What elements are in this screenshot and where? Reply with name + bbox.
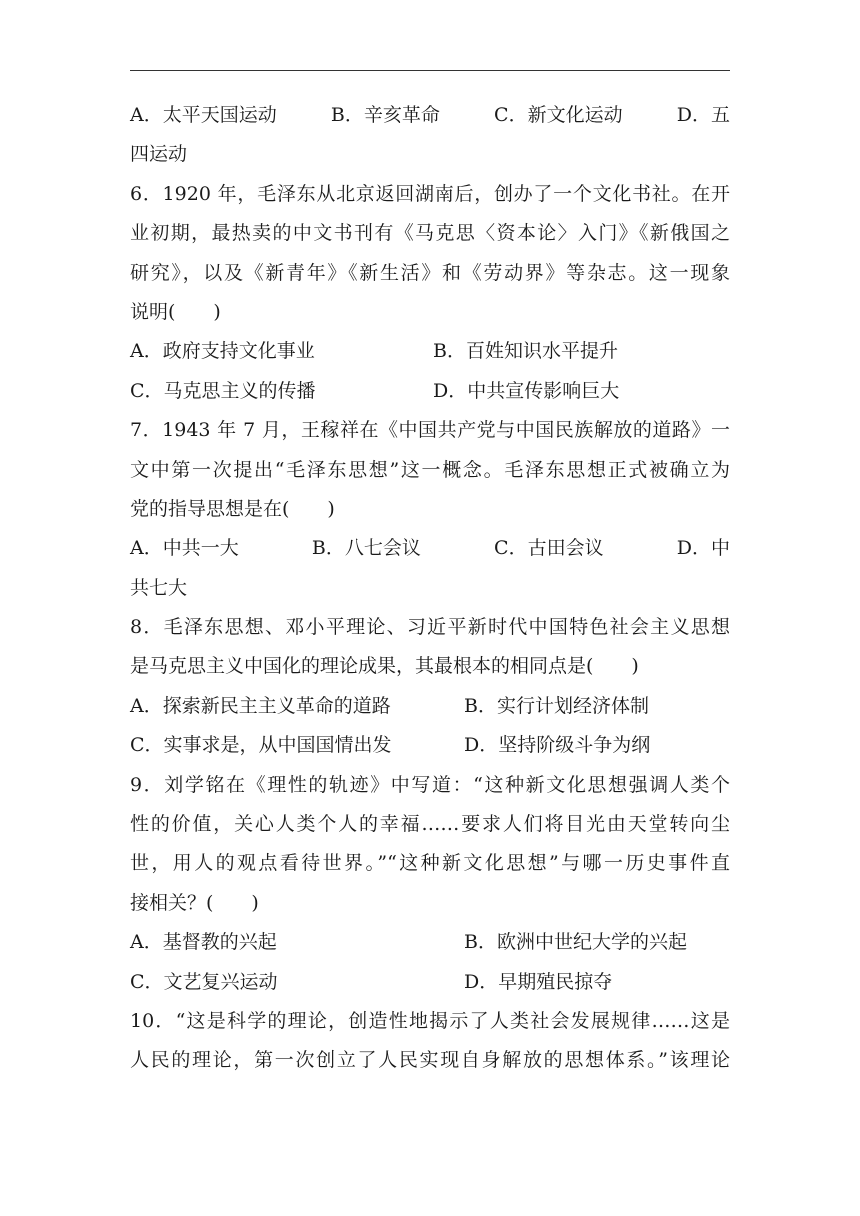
q5-option-a: A．太平天国运动 xyxy=(130,104,277,126)
q8-option-a: A．探索新民主主义革命的道路 xyxy=(130,694,391,717)
q9-option-d: D．早期殖民掠夺 xyxy=(464,970,613,993)
q6-text-line: 研究》，以及《新青年》《新生活》和《劳动界》等杂志。这一现象 xyxy=(130,261,730,284)
q9-text-line: 接相关？( ) xyxy=(130,891,259,914)
q7-text-line: 7．1943 年 7 月，王稼祥在《中国共产党与中国民族解放的道路》一 xyxy=(130,419,730,442)
q8-option-d: D．坚持阶级斗争为纲 xyxy=(464,734,651,757)
q7-text-line: 文中第一次提出“毛泽东思想”这一概念。毛泽东思想正式被确立为 xyxy=(130,458,730,481)
q6-option-d: D．中共宣传影响巨大 xyxy=(433,379,620,402)
q9-text-line: 性的价值，关心人类个人的幸福……要求人们将目光由天堂转向尘 xyxy=(130,813,730,836)
q7-option-d: D．中 xyxy=(676,537,730,560)
q7-options xyxy=(130,529,730,568)
q10-text-line: 10．“这是科学的理论，创造性地揭示了人类社会发展规律……这是 xyxy=(130,1009,730,1032)
q9-option-a: A．基督教的兴起 xyxy=(130,931,277,954)
q8-option-b: B．实行计划经济体制 xyxy=(464,694,649,717)
q7-option-b: B．八七会议 xyxy=(311,537,421,560)
q9-options-row xyxy=(130,963,730,1002)
q9-text-line: 9．刘学铭在《理性的轨迹》中写道：“这种新文化思想强调人类个 xyxy=(130,773,730,796)
q6-options-row xyxy=(130,332,730,371)
q8-option-c: C．实事求是，从中国国情出发 xyxy=(130,734,392,757)
q7-option-a: A．中共一大 xyxy=(130,537,239,560)
q9-text-line: 世，用人的观点看待世界。”“这种新文化思想”与哪一历史事件直 xyxy=(130,852,730,875)
q6-text-line: 说明( ) xyxy=(130,300,221,323)
q6-text-line: 业初期，最热卖的中文书刊有《马克思〈资本论〉入门》《新俄国之 xyxy=(130,222,730,245)
q8-options-row xyxy=(130,726,730,765)
document-body xyxy=(130,96,730,1081)
q6-option-a: A．政府支持文化事业 xyxy=(130,340,315,363)
q5-option-b: B．辛亥革命 xyxy=(330,104,440,126)
q9-options-row xyxy=(130,923,730,962)
q9-option-c: C．文艺复兴运动 xyxy=(130,970,278,993)
q7-option-c: C．古田会议 xyxy=(494,537,604,560)
q5-option-d: D．五 xyxy=(676,104,730,126)
q5-option-d-wrap: 四运动 xyxy=(130,143,188,166)
q10-text-line: 人民的理论，第一次创立了人民实现自身解放的思想体系。”该理论 xyxy=(130,1049,730,1072)
q6-text-line: 6．1920 年，毛泽东从北京返回湖南后，创办了一个文化书社。在开 xyxy=(130,182,730,205)
q8-text-line: 8．毛泽东思想、邓小平理论、习近平新时代中国特色社会主义思想 xyxy=(130,616,730,639)
q6-options-row xyxy=(130,372,730,411)
q6-option-c: C．马克思主义的传播 xyxy=(130,379,316,402)
q7-text-line: 党的指导思想是在( ) xyxy=(130,497,335,520)
q5-option-c: C．新文化运动 xyxy=(494,104,623,126)
q5-options xyxy=(130,96,730,135)
q8-options-row xyxy=(130,687,730,726)
q8-text-line: 是马克思主义中国化的理论成果，其最根本的相同点是( ) xyxy=(130,655,639,678)
q7-option-d-wrap: 共七大 xyxy=(130,576,188,599)
header-rule xyxy=(130,70,730,71)
q9-option-b: B．欧洲中世纪大学的兴起 xyxy=(464,931,687,954)
q6-option-b: B．百姓知识水平提升 xyxy=(433,340,618,363)
